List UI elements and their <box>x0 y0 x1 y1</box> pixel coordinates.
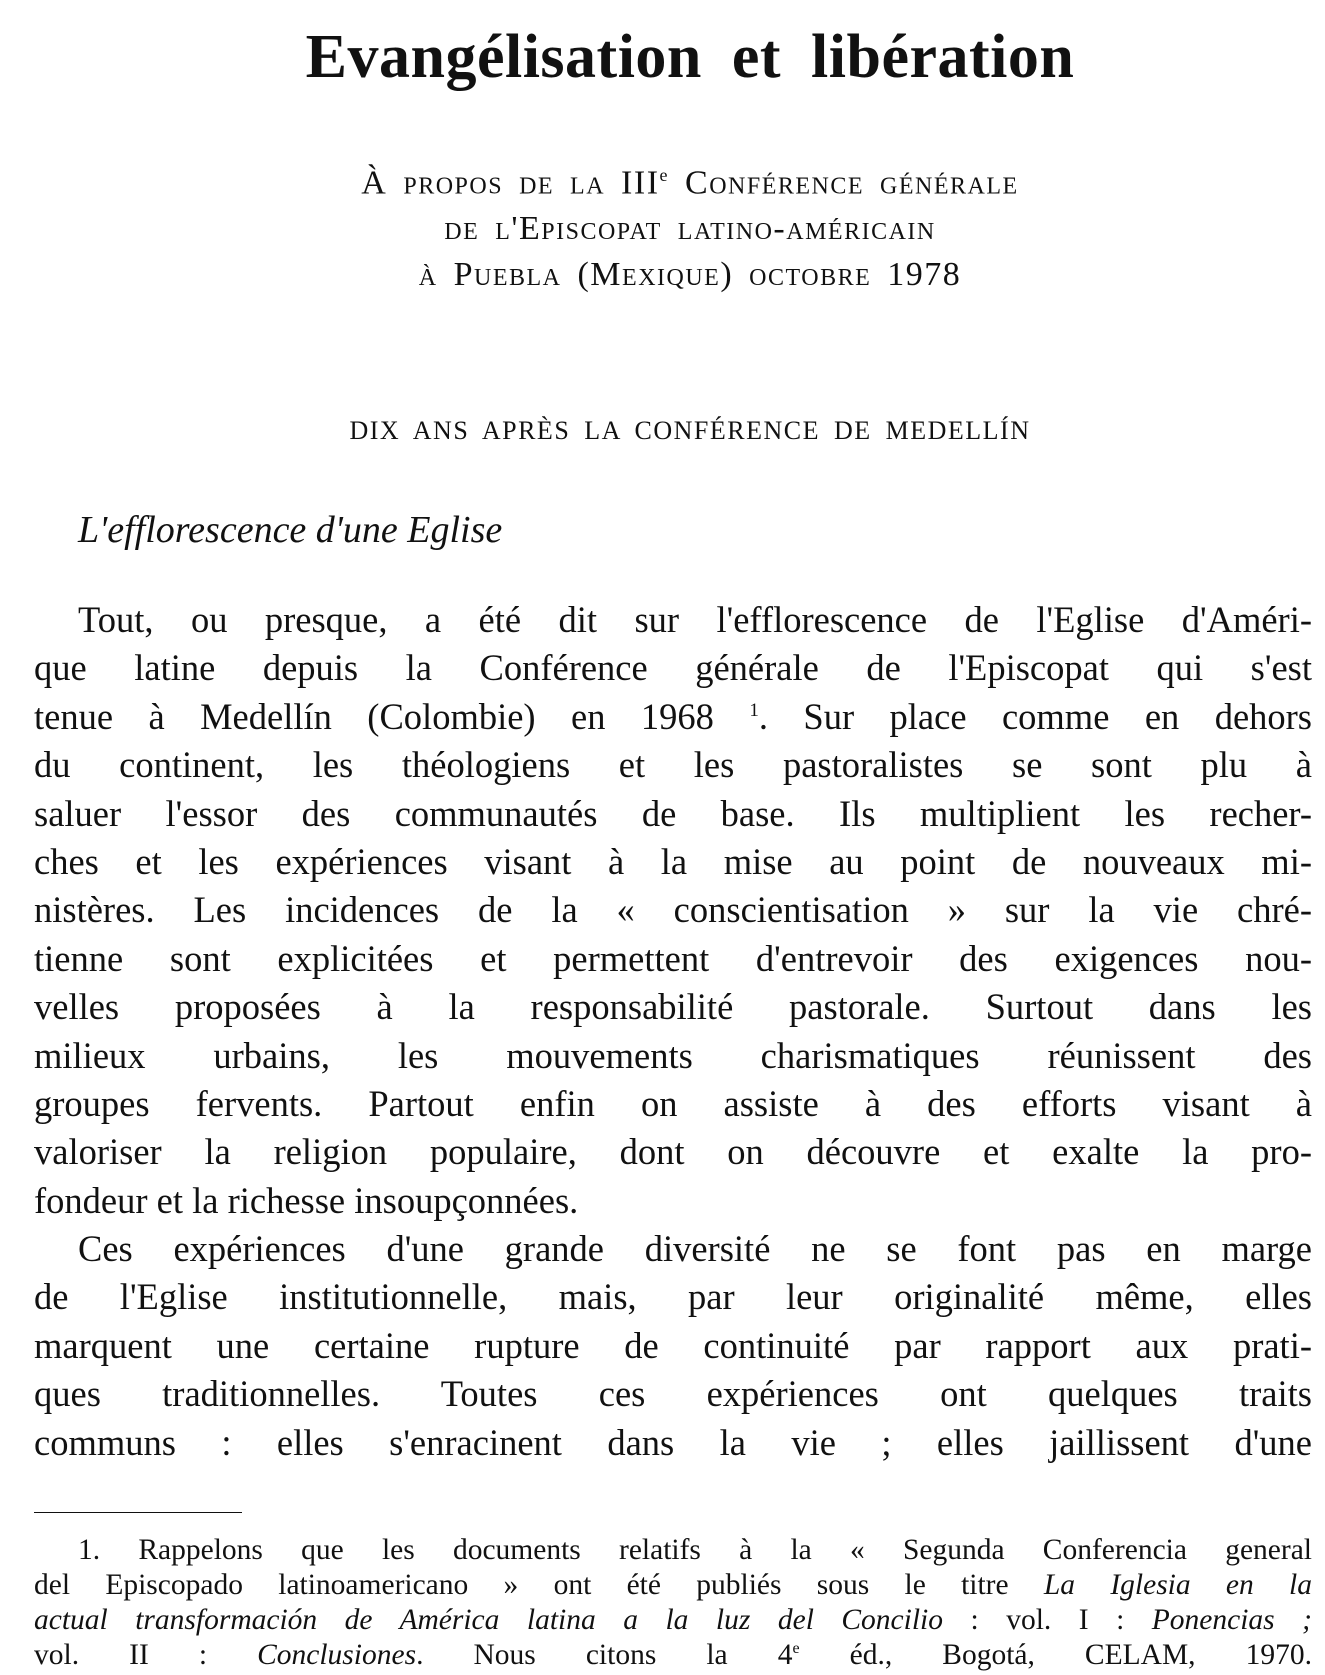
body-line: saluer l'essor des communautés de base. Ils multiplient les recher- <box>34 792 1312 834</box>
footnote-line: actual transformación de América latina a la luz del Concilio : vol. I : Ponencias ; <box>34 1604 1312 1636</box>
body-line: tenue à Medellín (Colombie) en 1968 $^1$. Sur place comme en dehors <box>34 695 1312 737</box>
body-line: de l'Eglise institutionnelle, mais, par leur originalité même, elles <box>34 1276 1312 1318</box>
footnote-line: 1. Rappelons que les documents relatifs à la « Segunda Conferencia general <box>78 1534 1312 1566</box>
subheading: L'efflorescence d'une Eglise <box>78 509 503 551</box>
section-heading: DIX ANS APRÈS LA CONFÉRENCE DE MEDELLÍN <box>349 416 1031 445</box>
body-text <box>34 596 1312 1467</box>
body-line: tienne sont explicitées et permettent d'entrevoir des exigences nou- <box>34 937 1312 979</box>
body-line: ques traditionnelles. Toutes ces expériences ont quelques traits <box>34 1373 1312 1415</box>
body-line: milieux urbains, les mouvements charismatiques réunissent des <box>34 1034 1312 1076</box>
footnote <box>34 1533 1312 1673</box>
body-line: que latine depuis la Conférence générale de l'Episcopat qui s'est <box>34 647 1312 689</box>
body-line: ches et les expériences visant à la mise au point de nouveaux mi- <box>34 840 1312 882</box>
body-line: fondeur et la richesse insoupçonnées. <box>34 1179 579 1221</box>
footnote-line: del Episcopado latinoamericano » ont été publiés sous le titre La Iglesia en la <box>34 1569 1312 1601</box>
footnote-line: vol. II : Conclusiones. Nous citons la 4e éd., Bogotá, CELAM, 1970. <box>34 1639 1312 1671</box>
body-line: nistères. Les incidences de la « conscientisation » sur la vie chré- <box>34 889 1312 931</box>
body-line: velles proposées à la responsabilité pastorale. Surtout dans les <box>34 986 1312 1028</box>
body-line: du continent, les théologiens et les pastoralistes se sont plu à <box>34 744 1312 786</box>
article-title: Evangélisation et libération <box>305 23 1075 91</box>
body-line: valoriser la religion populaire, dont on découvre et exalte la pro- <box>34 1131 1312 1173</box>
body-line: marquent une certaine rupture de continuité par rapport aux prati- <box>34 1324 1312 1366</box>
body-line: Tout, ou presque, a été dit sur l'efflorescence de l'Eglise d'Améri- <box>78 599 1312 640</box>
subtitle-line-2: de l'Episcopat latino-américain <box>444 210 936 248</box>
article-subtitle <box>0 152 1325 298</box>
footnote-ref[interactable]: 1 <box>749 699 759 721</box>
footnote-divider <box>34 1512 242 1513</box>
subtitle-line-1: À propos de la IIIe Conférence générale <box>361 164 1019 202</box>
body-line: Ces expériences d'une grande diversité ne se font pas en marge <box>78 1228 1312 1270</box>
body-line: communs : elles s'enracinent dans la vie ; elles jaillissent d'une <box>34 1421 1312 1463</box>
subtitle-line-3: à Puebla (Mexique) octobre 1978 <box>418 256 962 294</box>
body-line: groupes fervents. Partout enfin on assiste à des efforts visant à <box>34 1082 1312 1124</box>
